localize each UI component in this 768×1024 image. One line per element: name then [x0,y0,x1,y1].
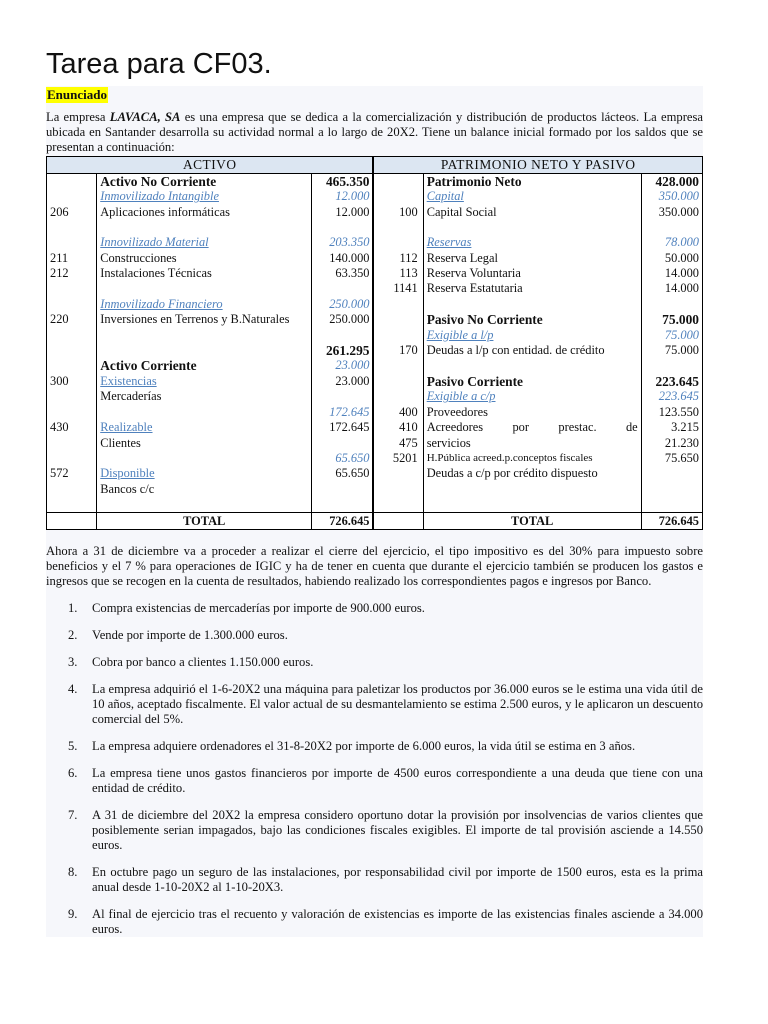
pasivo-header: PATRIMONIO NETO Y PASIVO [373,157,702,174]
activo-description: Clientes [97,436,312,451]
total-value-pasivo: 726.645 [641,513,702,530]
pasivo-amount: 78.000 [641,235,702,250]
pasivo-account-code [373,312,423,327]
activo-account-code [47,358,97,373]
activo-account-code [47,189,97,204]
list-item-text: La empresa adquirió el 1-6-20X2 una máquina para paletizar los productos por 36.000 euros se le estima una vida útil de 10 años, aceptado fiscalmente. El valor actual de su desmantelamiento se estima 2.500 euros, y le aplicaron un descuento comercial del 5%. [92,682,703,727]
balance-row [47,374,703,389]
balance-row [47,251,703,266]
activo-description: Bancos c/c [97,482,312,497]
list-item-number: 3. [68,655,78,670]
pasivo-account-code [373,482,423,497]
activo-account-code: 220 [47,312,97,327]
balance-row [47,405,703,420]
balance-row [47,358,703,373]
pasivo-amount [641,220,702,235]
pasivo-amount: 223.645 [641,389,702,404]
list-item-number: 6. [68,766,78,781]
activo-description: Disponible [97,466,312,481]
pasivo-amount: 350.000 [641,189,702,204]
list-item [46,601,703,616]
balance-row [47,297,703,312]
pasivo-amount [641,497,702,513]
pasivo-amount: 14.000 [641,281,702,296]
pasivo-account-code [373,220,423,235]
activo-amount: 465.350 [312,174,374,190]
balance-row [47,343,703,358]
pasivo-account-code [373,374,423,389]
activo-description [97,328,312,343]
activo-description: Realizable [97,420,312,435]
pasivo-account-code: 410 [373,420,423,435]
balance-row [47,281,703,296]
activo-description: Inmovilizado Intangible [97,189,312,204]
activo-amount [312,389,374,404]
balance-row [47,466,703,481]
list-item-text: La empresa adquiere ordenadores el 31-8-20X2 por importe de 6.000 euros, la vida útil se estima en 3 años. [92,739,636,754]
list-item-text: Al final de ejercicio tras el recuento y valoración de existencias es importe de las existencias finales asciende a 34.000 euros. [92,907,703,937]
activo-account-code [47,436,97,451]
pasivo-amount [641,358,702,373]
activo-description [97,220,312,235]
activo-amount: 203.350 [312,235,374,250]
activo-account-code [47,174,97,190]
list-item-text: Cobra por banco a clientes 1.150.000 euros. [92,655,314,670]
activo-account-code [47,281,97,296]
list-item [46,865,703,895]
activo-description: Aplicaciones informáticas [97,205,312,220]
pasivo-account-code: 475 [373,436,423,451]
pasivo-description: Exigible a l/p [423,328,641,343]
activo-description [97,343,312,358]
total-row [47,513,703,530]
pasivo-description: Pasivo Corriente [423,374,641,389]
balance-row [47,235,703,250]
list-item-number: 9. [68,907,78,922]
list-item [46,907,703,937]
balance-row [47,389,703,404]
list-item [46,808,703,853]
activo-amount: 250.000 [312,297,374,312]
pasivo-description: Capital [423,189,641,204]
list-item-number: 2. [68,628,78,643]
pasivo-account-code: 5201 [373,451,423,466]
list-item-number: 5. [68,739,78,754]
activo-amount [312,220,374,235]
pasivo-amount: 223.645 [641,374,702,389]
activo-account-code [47,482,97,497]
list-item [46,628,703,643]
pasivo-description [423,220,641,235]
activo-amount: 63.350 [312,266,374,281]
pasivo-account-code [373,328,423,343]
balance-row [47,482,703,497]
activo-amount: 261.295 [312,343,374,358]
activo-account-code: 211 [47,251,97,266]
pasivo-amount: 3.215 [641,420,702,435]
activo-description: Mercaderías [97,389,312,404]
pasivo-description: Deudas a c/p por crédito dispuesto [423,466,641,481]
pasivo-description: Exigible a c/p [423,389,641,404]
activo-description: Activo Corriente [97,358,312,373]
activo-amount: 23.000 [312,358,374,373]
pasivo-account-code: 113 [373,266,423,281]
total-label-pasivo: TOTAL [423,513,641,530]
pasivo-account-code [373,235,423,250]
activo-account-code: 572 [47,466,97,481]
activo-amount [312,497,374,513]
pasivo-description [423,297,641,312]
pasivo-amount: 21.230 [641,436,702,451]
list-item-number: 7. [68,808,78,823]
balance-row [47,266,703,281]
pasivo-account-code: 1141 [373,281,423,296]
pasivo-description [423,358,641,373]
pasivo-account-code [373,189,423,204]
balance-row [47,436,703,451]
balance-row [47,174,703,190]
pasivo-description: Deudas a l/p con entidad. de crédito [423,343,641,358]
balance-table [46,156,703,530]
list-item [46,739,703,754]
pasivo-account-code [373,389,423,404]
pasivo-description: H.Pública acreed.p.conceptos fiscales [423,451,641,466]
activo-account-code [47,328,97,343]
activo-amount: 12.000 [312,205,374,220]
total-value-activo: 726.645 [312,513,374,530]
activo-amount: 23.000 [312,374,374,389]
pasivo-account-code [373,497,423,513]
pasivo-amount [641,466,702,481]
pasivo-amount: 350.000 [641,205,702,220]
balance-row [47,328,703,343]
pasivo-amount: 50.000 [641,251,702,266]
activo-amount: 65.650 [312,466,374,481]
pasivo-description: Reserva Voluntaria [423,266,641,281]
balance-row [47,189,703,204]
activo-description [97,281,312,296]
pasivo-account-code: 100 [373,205,423,220]
pasivo-description: Acreedores por prestac. de [423,420,641,435]
activo-account-code [47,343,97,358]
activo-description: Instalaciones Técnicas [97,266,312,281]
activo-amount [312,328,374,343]
pasivo-account-code [373,297,423,312]
pasivo-description [423,497,641,513]
pasivo-account-code [373,174,423,190]
activo-amount: 65.650 [312,451,374,466]
pasivo-amount [641,297,702,312]
list-item [46,766,703,796]
task-list [46,601,703,937]
pasivo-description [423,482,641,497]
activo-description: Activo No Corriente [97,174,312,190]
list-item [46,655,703,670]
activo-description [97,405,312,420]
activo-description [97,451,312,466]
pasivo-amount: 428.000 [641,174,702,190]
balance-row [47,312,703,327]
activo-account-code [47,235,97,250]
activo-description: Construcciones [97,251,312,266]
activo-account-code [47,451,97,466]
document-body [46,86,703,937]
activo-amount: 172.645 [312,405,374,420]
activo-account-code [47,389,97,404]
activo-amount [312,281,374,296]
pasivo-amount: 75.000 [641,328,702,343]
list-item [46,682,703,727]
company-name: LAVACA, SA [109,110,181,124]
pasivo-amount: 75.000 [641,343,702,358]
page-title: Tarea para CF03. [46,48,272,80]
pasivo-description: Pasivo No Corriente [423,312,641,327]
activo-description: Inmovilizado Financiero [97,297,312,312]
activo-account-code: 206 [47,205,97,220]
closing-paragraph: Ahora a 31 de diciembre va a proceder a realizar el cierre del ejercicio, el tipo impositivo es del 30% para impuesto sobre beneficios y el 7 % para operaciones de IGIC y ha de tener en cuenta que durante el ejercicio también se producen los gastos e ingresos que se recogen en la cuenta de resultados, habiendo realizado los correspondientes pagos e ingresos por Banco. [46,544,703,589]
activo-amount: 250.000 [312,312,374,327]
pasivo-description: Capital Social [423,205,641,220]
pasivo-account-code [373,466,423,481]
intro-text: La empresa LAVACA, SA es una empresa que se dedica a la comercialización y distribución de productos lácteos. La empresa ubicada en Santander desarrolla su actividad normal a lo largo de 20X2. Tiene un balance inicial formado por los saldos que se presentan a continuación: [46,110,703,154]
pasivo-amount: 123.550 [641,405,702,420]
balance-row [47,497,703,513]
balance-row [47,220,703,235]
activo-account-code: 212 [47,266,97,281]
pasivo-account-code: 400 [373,405,423,420]
pasivo-description: Reserva Legal [423,251,641,266]
pasivo-description: Patrimonio Neto [423,174,641,190]
list-item-text: Compra existencias de mercaderías por importe de 900.000 euros. [92,601,425,616]
activo-description [97,497,312,513]
balance-row [47,205,703,220]
list-item-text: Vende por importe de 1.300.000 euros. [92,628,288,643]
list-item-text: A 31 de diciembre del 20X2 la empresa considero oportuno dotar la provisión por insolvencias de varios clientes que posiblemente serian impagados, bajo las condiciones fiscales exigibles. El importe de tal provisión asciende a 14.550 euros. [92,808,703,853]
activo-amount: 140.000 [312,251,374,266]
pasivo-account-code: 170 [373,343,423,358]
activo-description: Existencias [97,374,312,389]
pasivo-description: Proveedores [423,405,641,420]
balance-row [47,420,703,435]
activo-account-code [47,297,97,312]
activo-amount [312,482,374,497]
enunciado-label: Enunciado [47,87,107,102]
activo-description: Innovilizado Material [97,235,312,250]
list-item-text: En octubre pago un seguro de las instalaciones, por responsabilidad civil por importe de 1500 euros, esta es la prima anual desde 1-10-20X2 al 1-10-20X3. [92,865,703,895]
pasivo-account-code: 112 [373,251,423,266]
activo-amount [312,436,374,451]
activo-header: ACTIVO [47,157,374,174]
activo-amount: 172.645 [312,420,374,435]
pasivo-description: servicios [423,436,641,451]
list-item-number: 4. [68,682,78,697]
activo-account-code: 300 [47,374,97,389]
activo-account-code [47,405,97,420]
pasivo-amount: 14.000 [641,266,702,281]
activo-amount: 12.000 [312,189,374,204]
pasivo-amount [641,482,702,497]
pasivo-amount: 75.650 [641,451,702,466]
activo-account-code [47,220,97,235]
pasivo-description: Reservas [423,235,641,250]
list-item-number: 1. [68,601,78,616]
activo-account-code [47,497,97,513]
total-label-activo: TOTAL [97,513,312,530]
pasivo-description: Reserva Estatutaria [423,281,641,296]
activo-account-code: 430 [47,420,97,435]
pasivo-amount: 75.000 [641,312,702,327]
balance-row [47,451,703,466]
list-item-text: La empresa tiene unos gastos financieros por importe de 4500 euros correspondiente a una deuda que tiene con una entidad de crédito. [92,766,703,796]
list-item-number: 8. [68,865,78,880]
pasivo-account-code [373,358,423,373]
activo-description: Inversiones en Terrenos y B.Naturales [97,312,312,327]
